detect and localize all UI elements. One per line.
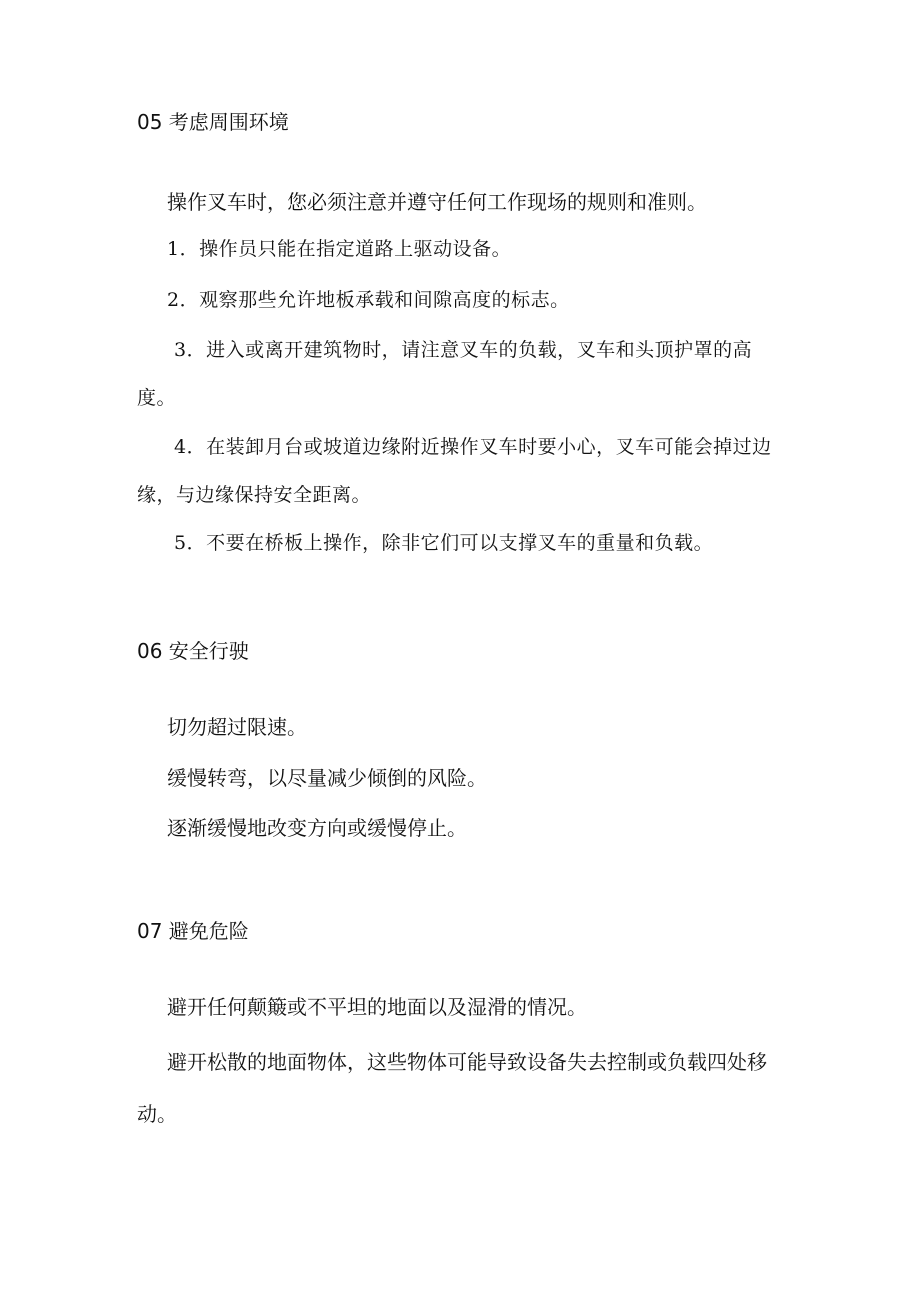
section-06-heading: 06 安全行驶 — [137, 639, 249, 663]
section-06-line-2: 缓慢转弯，以尽量减少倾倒的风险。 — [167, 766, 487, 790]
section-05-heading: 05 考虑周围环境 — [137, 110, 289, 134]
section-05-item-4: 4．在装卸月台或坡道边缘附近操作叉车时要小心，叉车可能会掉过边缘，与边缘保持安全距离。 — [137, 436, 772, 506]
section-05-item-5: 5．不要在桥板上操作，除非它们可以支撑叉车的重量和负载。 — [174, 532, 714, 554]
section-07-line-2: 避开松散的地面物体，这些物体可能导致设备失去控制或负载四处移动。 — [137, 1050, 767, 1126]
section-06-line-3: 逐渐缓慢地改变方向或缓慢停止。 — [167, 816, 467, 840]
section-05-item-1: 1．操作员只能在指定道路上驱动设备。 — [167, 238, 512, 260]
section-06-line-1: 切勿超过限速。 — [167, 715, 307, 739]
section-05-item-3: 3．进入或离开建筑物时，请注意叉车的负载，叉车和头顶护罩的高度。 — [137, 339, 753, 409]
section-07-line-1: 避开任何颠簸或不平坦的地面以及湿滑的情况。 — [167, 995, 587, 1019]
section-07-heading: 07 避免危险 — [137, 919, 249, 943]
section-05-intro: 操作叉车时，您必须注意并遵守任何工作现场的规则和准则。 — [167, 190, 707, 214]
section-05-item-2: 2．观察那些允许地板承载和间隙高度的标志。 — [167, 289, 570, 311]
